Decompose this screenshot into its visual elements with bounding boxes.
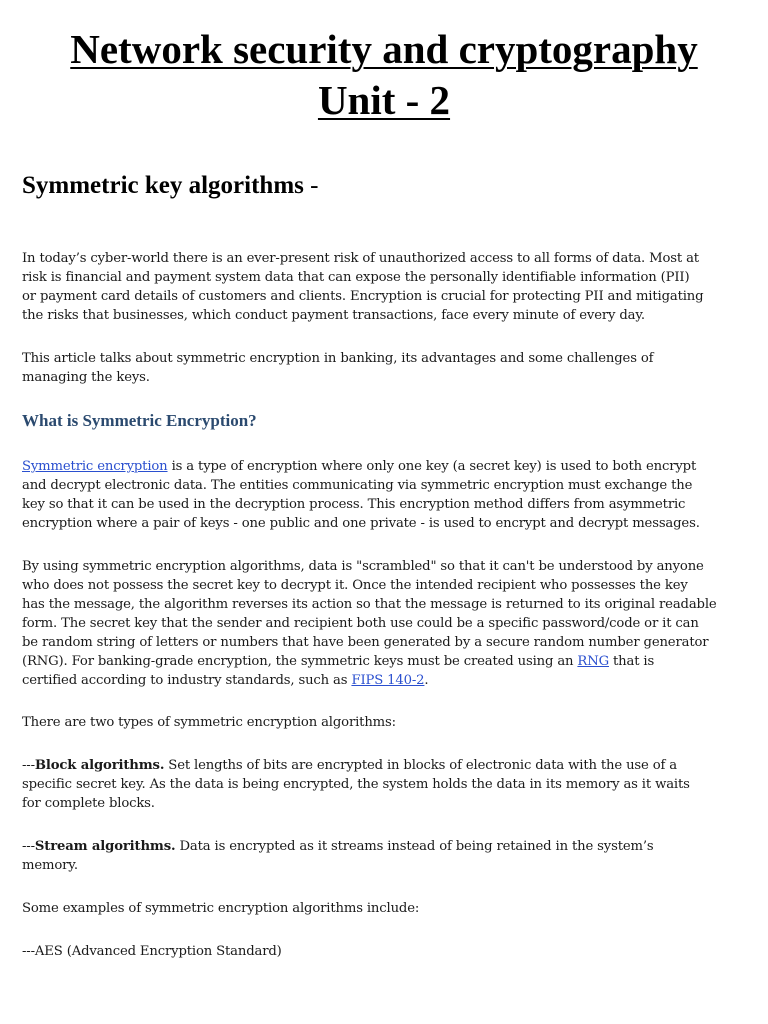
definition-line: encryption where a pair of keys - one public and one private - is used to encrypt and decrypt messages.: [22, 516, 700, 531]
stream-line1-text: Data is encrypted as it streams instead of being retained in the system’s: [175, 839, 654, 854]
usage-line6-before: (RNG). For banking-grade encryption, the symmetric keys must be created using an: [22, 654, 578, 669]
block-prefix: ---: [22, 758, 35, 773]
usage-line7-before: certified according to industry standards, such as: [22, 673, 352, 688]
block-label: Block algorithms.: [34, 758, 165, 773]
definition-line: [22, 457, 746, 476]
types-intro: [22, 713, 746, 732]
intro-line: or payment card details of customers and clients. Encryption is crucial for protecting PII and mitigating: [22, 289, 704, 304]
intro-line: risk is financial and payment system data that can expose the personally identifiable information (PII): [22, 270, 690, 285]
examples-intro: [22, 899, 746, 918]
fips-140-2-link[interactable]: FIPS 140-2: [351, 673, 425, 688]
section-heading: [22, 172, 318, 200]
usage-line: be random string of letters or numbers that have been generated by a secure random number generator: [22, 635, 709, 650]
intro-paragraph: [22, 249, 746, 325]
section-heading-dash: -: [303, 172, 319, 199]
intro-line: the risks that businesses, which conduct payment transactions, face every minute of every day.: [22, 308, 645, 323]
examples-intro-line: Some examples of symmetric encryption algorithms include:: [22, 901, 420, 916]
usage-line: who does not possess the secret key to decrypt it. Once the intended recipient who possesses the key: [22, 578, 688, 593]
block-line1-text: Set lengths of bits are encrypted in blocks of electronic data with the use of a: [164, 758, 678, 773]
usage-line: [22, 652, 746, 671]
stream-algorithms-paragraph: [22, 837, 746, 875]
block-line: specific secret key. As the data is being encrypted, the system holds the data in its memory as it waits: [22, 777, 690, 792]
title-line-2: Unit - 2: [317, 77, 451, 123]
definition-line: and decrypt electronic data. The entities communicating via symmetric encryption must exchange the: [22, 478, 693, 493]
article-paragraph: [22, 349, 746, 387]
usage-line: form. The secret key that the sender and recipient both use could be a specific password/code or it can: [22, 616, 699, 631]
stream-prefix: ---: [22, 839, 35, 854]
stream-line: [22, 837, 746, 856]
block-algorithms-paragraph: [22, 756, 746, 813]
usage-line: By using symmetric encryption algorithms, data is "scrambled" so that it can't be understood by anyone: [22, 559, 704, 574]
aes-list-item: [22, 942, 746, 961]
usage-paragraph: [22, 557, 746, 690]
subheading-what-is-symmetric: What is Symmetric Encryption?: [22, 411, 257, 430]
document-title: [0, 24, 768, 126]
article-line: managing the keys.: [22, 370, 150, 385]
definition-paragraph: [22, 457, 746, 533]
aes-line: ---AES (Advanced Encryption Standard): [22, 944, 282, 959]
symmetric-encryption-link[interactable]: Symmetric encryption: [22, 459, 168, 474]
usage-line6-after: that is: [608, 654, 655, 669]
usage-line: [22, 671, 746, 690]
article-line: This article talks about symmetric encryption in banking, its advantages and some challenges of: [22, 351, 654, 366]
stream-line: memory.: [22, 858, 78, 873]
types-intro-line: There are two types of symmetric encryption algorithms:: [22, 715, 396, 730]
definition-line: key so that it can be used in the decryption process. This encryption method differs from asymmetric: [22, 497, 686, 512]
intro-line: In today’s cyber-world there is an ever-present risk of unauthorized access to all forms of data. Most at: [22, 251, 699, 266]
block-line: for complete blocks.: [22, 796, 155, 811]
usage-line: has the message, the algorithm reverses its action so that the message is returned to its original readable: [22, 597, 717, 612]
stream-label: Stream algorithms.: [34, 839, 176, 854]
rng-link[interactable]: RNG: [577, 654, 609, 669]
block-line: [22, 756, 746, 775]
definition-line1-text: is a type of encryption where only one key (a secret key) is used to both encrypt: [167, 459, 697, 474]
section-heading-text: Symmetric key algorithms: [22, 172, 304, 199]
title-line-1: Network security and cryptography: [70, 26, 698, 72]
usage-line7-after: .: [424, 673, 429, 688]
